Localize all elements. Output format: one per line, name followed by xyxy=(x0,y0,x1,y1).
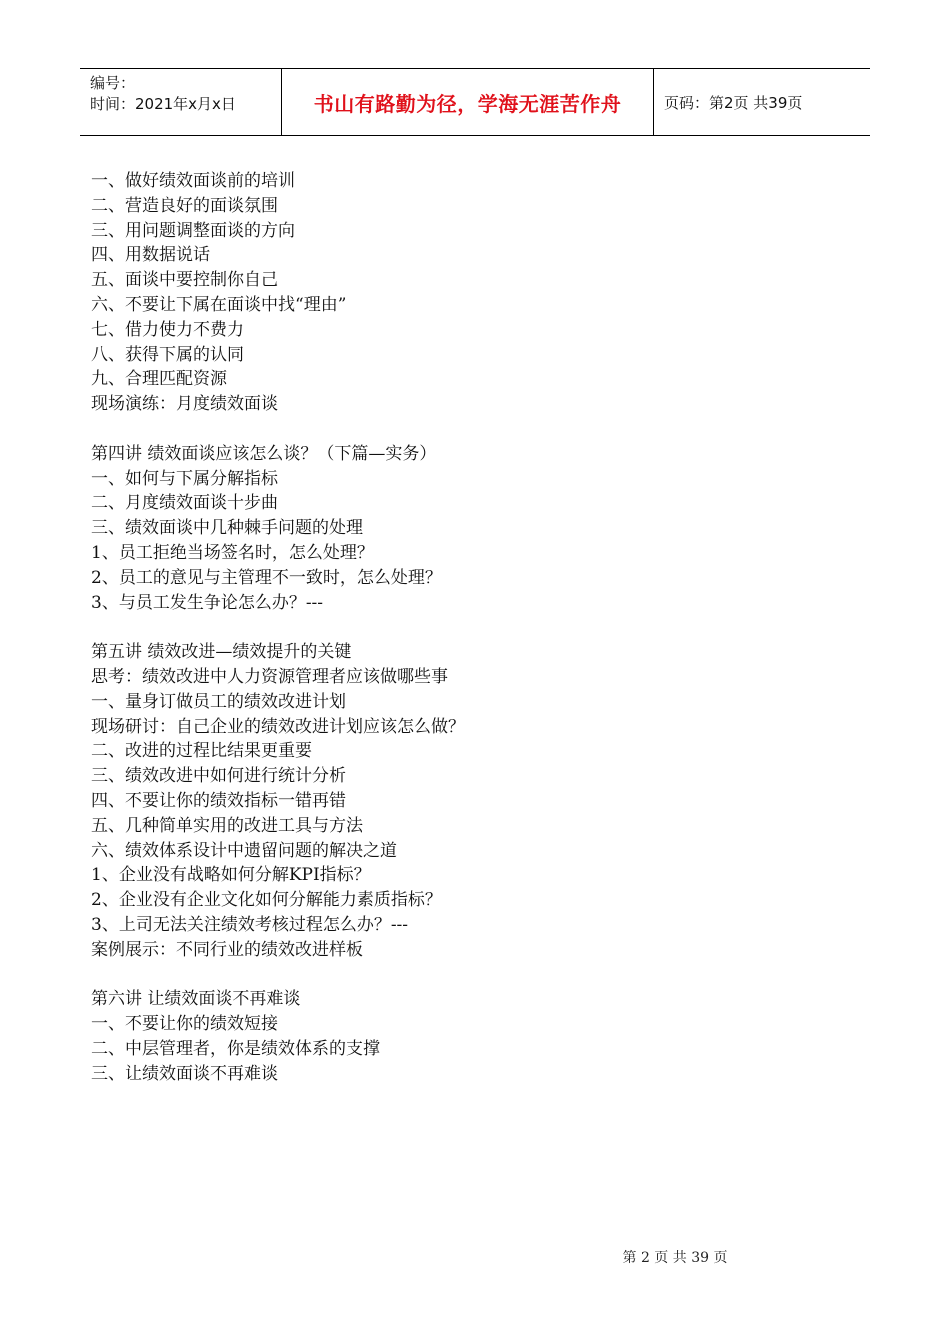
text-line: 现场演练：月度绩效面谈 xyxy=(91,394,278,415)
text-line: 三、绩效面谈中几种棘手问题的处理 xyxy=(91,518,363,539)
text-line: 案例展示：不同行业的绩效改进样板 xyxy=(91,939,363,960)
text-line: 三、用问题调整面谈的方向 xyxy=(91,220,295,241)
text-line: 四、不要让你的绩效指标一错再错 xyxy=(91,790,346,811)
text-line: 六、不要让下属在面谈中找“理由” xyxy=(91,294,347,315)
header-page-label: 页码：第2页 共39页 xyxy=(664,93,803,112)
text-line: 3、与员工发生争论怎么办？--- xyxy=(91,592,324,613)
page-footer xyxy=(0,1247,950,1267)
text-line: 二、营造良好的面谈氛围 xyxy=(91,195,278,216)
document-body xyxy=(91,169,851,1086)
text-line: 1、员工拒绝当场签名时，怎么处理？ xyxy=(91,542,374,563)
text-line: 第四讲 绩效面谈应该怎么谈？（下篇—实务） xyxy=(91,443,437,464)
text-line: 一、如何与下属分解指标 xyxy=(91,468,278,489)
header-motto-cell xyxy=(282,69,654,135)
text-line: 一、不要让你的绩效短接 xyxy=(91,1014,278,1035)
text-line: 第六讲 让绩效面谈不再难谈 xyxy=(91,989,301,1010)
text-line: 二、改进的过程比结果更重要 xyxy=(91,741,312,762)
text-line: 二、中层管理者，你是绩效体系的支撑 xyxy=(91,1038,380,1059)
text-line: 五、几种简单实用的改进工具与方法 xyxy=(91,815,363,836)
text-line: 2、员工的意见与主管理不一致时，怎么处理？ xyxy=(91,567,442,588)
text-line: 三、绩效改进中如何进行统计分析 xyxy=(91,766,346,787)
blank-line xyxy=(91,615,851,640)
footer-page-number: 第 2 页 共 39 页 xyxy=(622,1250,728,1266)
text-line: 五、面谈中要控制你自己 xyxy=(91,270,278,291)
blank-line xyxy=(91,417,851,442)
document-number-label: 编号： xyxy=(90,74,136,92)
text-line: 三、让绩效面谈不再难谈 xyxy=(91,1063,278,1084)
header-page-cell xyxy=(654,69,870,135)
text-line: 思考：绩效改进中人力资源管理者应该做哪些事 xyxy=(91,666,448,687)
text-line: 一、量身订做员工的绩效改进计划 xyxy=(91,691,346,712)
document-time-label: 时间：2021年x月x日 xyxy=(90,95,236,113)
text-line: 九、合理匹配资源 xyxy=(91,369,227,390)
text-line: 1、企业没有战略如何分解KPI指标？ xyxy=(91,865,371,886)
text-line: 七、借力使力不费力 xyxy=(91,319,244,340)
text-line: 六、绩效体系设计中遗留问题的解决之道 xyxy=(91,840,397,861)
text-line: 3、上司无法关注绩效考核过程怎么办？--- xyxy=(91,914,409,935)
text-line: 第五讲 绩效改进—绩效提升的关键 xyxy=(91,642,352,663)
text-line: 现场研讨：自己企业的绩效改进计划应该怎么做？ xyxy=(91,716,465,737)
text-line: 2、企业没有企业文化如何分解能力素质指标？ xyxy=(91,890,442,911)
header-meta xyxy=(80,69,282,135)
text-line: 一、做好绩效面谈前的培训 xyxy=(91,171,295,191)
blank-line xyxy=(91,963,851,988)
text-line: 八、获得下属的认同 xyxy=(91,344,244,365)
document-header xyxy=(80,68,870,136)
header-motto: 书山有路勤为径，学海无涯苦作舟 xyxy=(313,91,622,116)
text-line: 二、月度绩效面谈十步曲 xyxy=(91,493,278,514)
text-line: 四、用数据说话 xyxy=(91,245,210,266)
